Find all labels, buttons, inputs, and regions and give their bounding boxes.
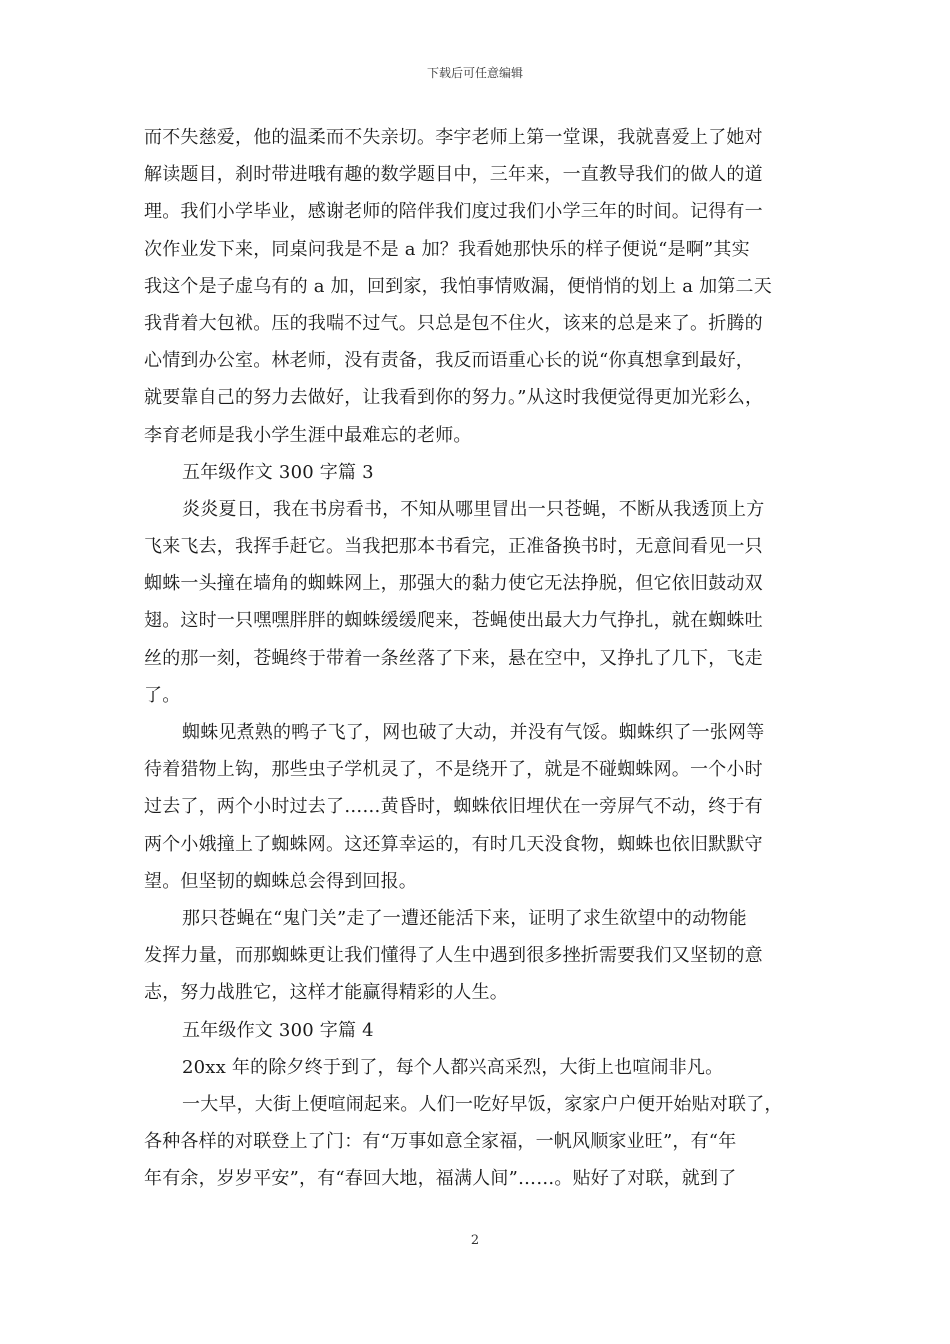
text-line: 我背着大包袱。压的我喘不过气。只总是包不住火，该来的总是来了。折腾的 (144, 312, 763, 334)
document-body (144, 119, 820, 1197)
text-line: 两个小娥撞上了蜘蛛网。这还算幸运的，有时几天没食物，蜘蛛也依旧默默守 (144, 833, 763, 855)
text-line: 炎炎夏日，我在书房看书，不知从哪里冒出一只苍蝇，不断从我透顶上方 (182, 498, 765, 520)
text-line: 20xx 年的除夕终于到了，每个人都兴高采烈，大街上也喧闹非凡。 (182, 1056, 724, 1078)
text-line: 望。但坚韧的蜘蛛总会得到回报。 (144, 870, 417, 892)
page-header: 下载后可任意编辑 (426, 66, 523, 80)
text-line: 过去了，两个小时过去了……黄昏时，蜘蛛依旧埋伏在一旁屏气不动，终于有 (144, 796, 763, 818)
text-line: 就要靠自己的努力去做好，让我看到你的努力。”从这时我便觉得更加光彩么， (144, 387, 764, 409)
text-line: 理。我们小学毕业，感谢老师的陪伴我们度过我们小学三年的时间。记得有一 (144, 201, 763, 223)
text-line: 发挥力量，而那蜘蛛更让我们懂得了人生中遇到很多挫折需要我们又坚韧的意 (144, 945, 763, 967)
page-number: 2 (470, 1233, 480, 1248)
text-line: 一大早，大街上便喧闹起来。人们一吃好早饭，家家户户便开始贴对联了， (182, 1093, 783, 1115)
text-line: 解读题目，刹时带进哦有趣的数学题目中，三年来，一直教导我们的做人的道 (144, 164, 763, 186)
text-line: 志，努力战胜它，这样才能赢得精彩的人生。 (144, 982, 508, 1004)
text-line: 飞来飞去，我挥手赶它。当我把那本书看完，正准备换书时，无意间看见一只 (144, 536, 763, 558)
text-line: 我这个是子虚乌有的 a 加，回到家，我怕事情败漏，便悄悄的划上 a 加第二天 (144, 275, 772, 297)
text-line: 蜘蛛一头撞在墙角的蜘蛛网上，那强大的黏力使它无法挣脱，但它依旧鼓动双 (144, 573, 763, 595)
text-line: 各种各样的对联登上了门：有“万事如意全家福，一帆风顺家业旺”，有“年 (144, 1131, 737, 1153)
text-line: 心情到办公室。林老师，没有责备，我反而语重心长的说“你真想拿到最好， (144, 350, 754, 372)
text-line: 五年级作文 300 字篇 3 (182, 461, 374, 483)
text-line: 了。 (144, 684, 181, 706)
text-line: 待着猎物上钩，那些虫子学机灵了，不是绕开了，就是不碰蜘蛛网。一个小时 (144, 759, 763, 781)
text-line: 翅。这时一只嘿嘿胖胖的蜘蛛缓缓爬来，苍蝇使出最大力气挣扎，就在蜘蛛吐 (144, 610, 763, 632)
text-line: 而不失慈爱，他的温柔而不失亲切。李宇老师上第一堂课，我就喜爱上了她对 (144, 127, 763, 148)
text-line: 次作业发下来，同桌问我是不是 a 加？我看她那快乐的样子便说“是啊”其实 (144, 238, 750, 260)
text-line: 李育老师是我小学生涯中最难忘的老师。 (144, 424, 472, 446)
text-line: 丝的那一刻，苍蝇终于带着一条丝落了下来，悬在空中，又挣扎了几下，飞走 (144, 647, 763, 669)
text-line: 蜘蛛见煮熟的鸭子飞了，网也破了大动，并没有气馁。蜘蛛织了一张网等 (182, 722, 765, 743)
text-line: 那只苍蝇在“鬼门关”走了一遭还能活下来，证明了求生欲望中的动物能 (182, 907, 747, 929)
text-line: 五年级作文 300 字篇 4 (182, 1019, 374, 1041)
text-line: 年有余，岁岁平安”，有“春回大地，福满人间”……。贴好了对联，就到了 (144, 1168, 737, 1190)
